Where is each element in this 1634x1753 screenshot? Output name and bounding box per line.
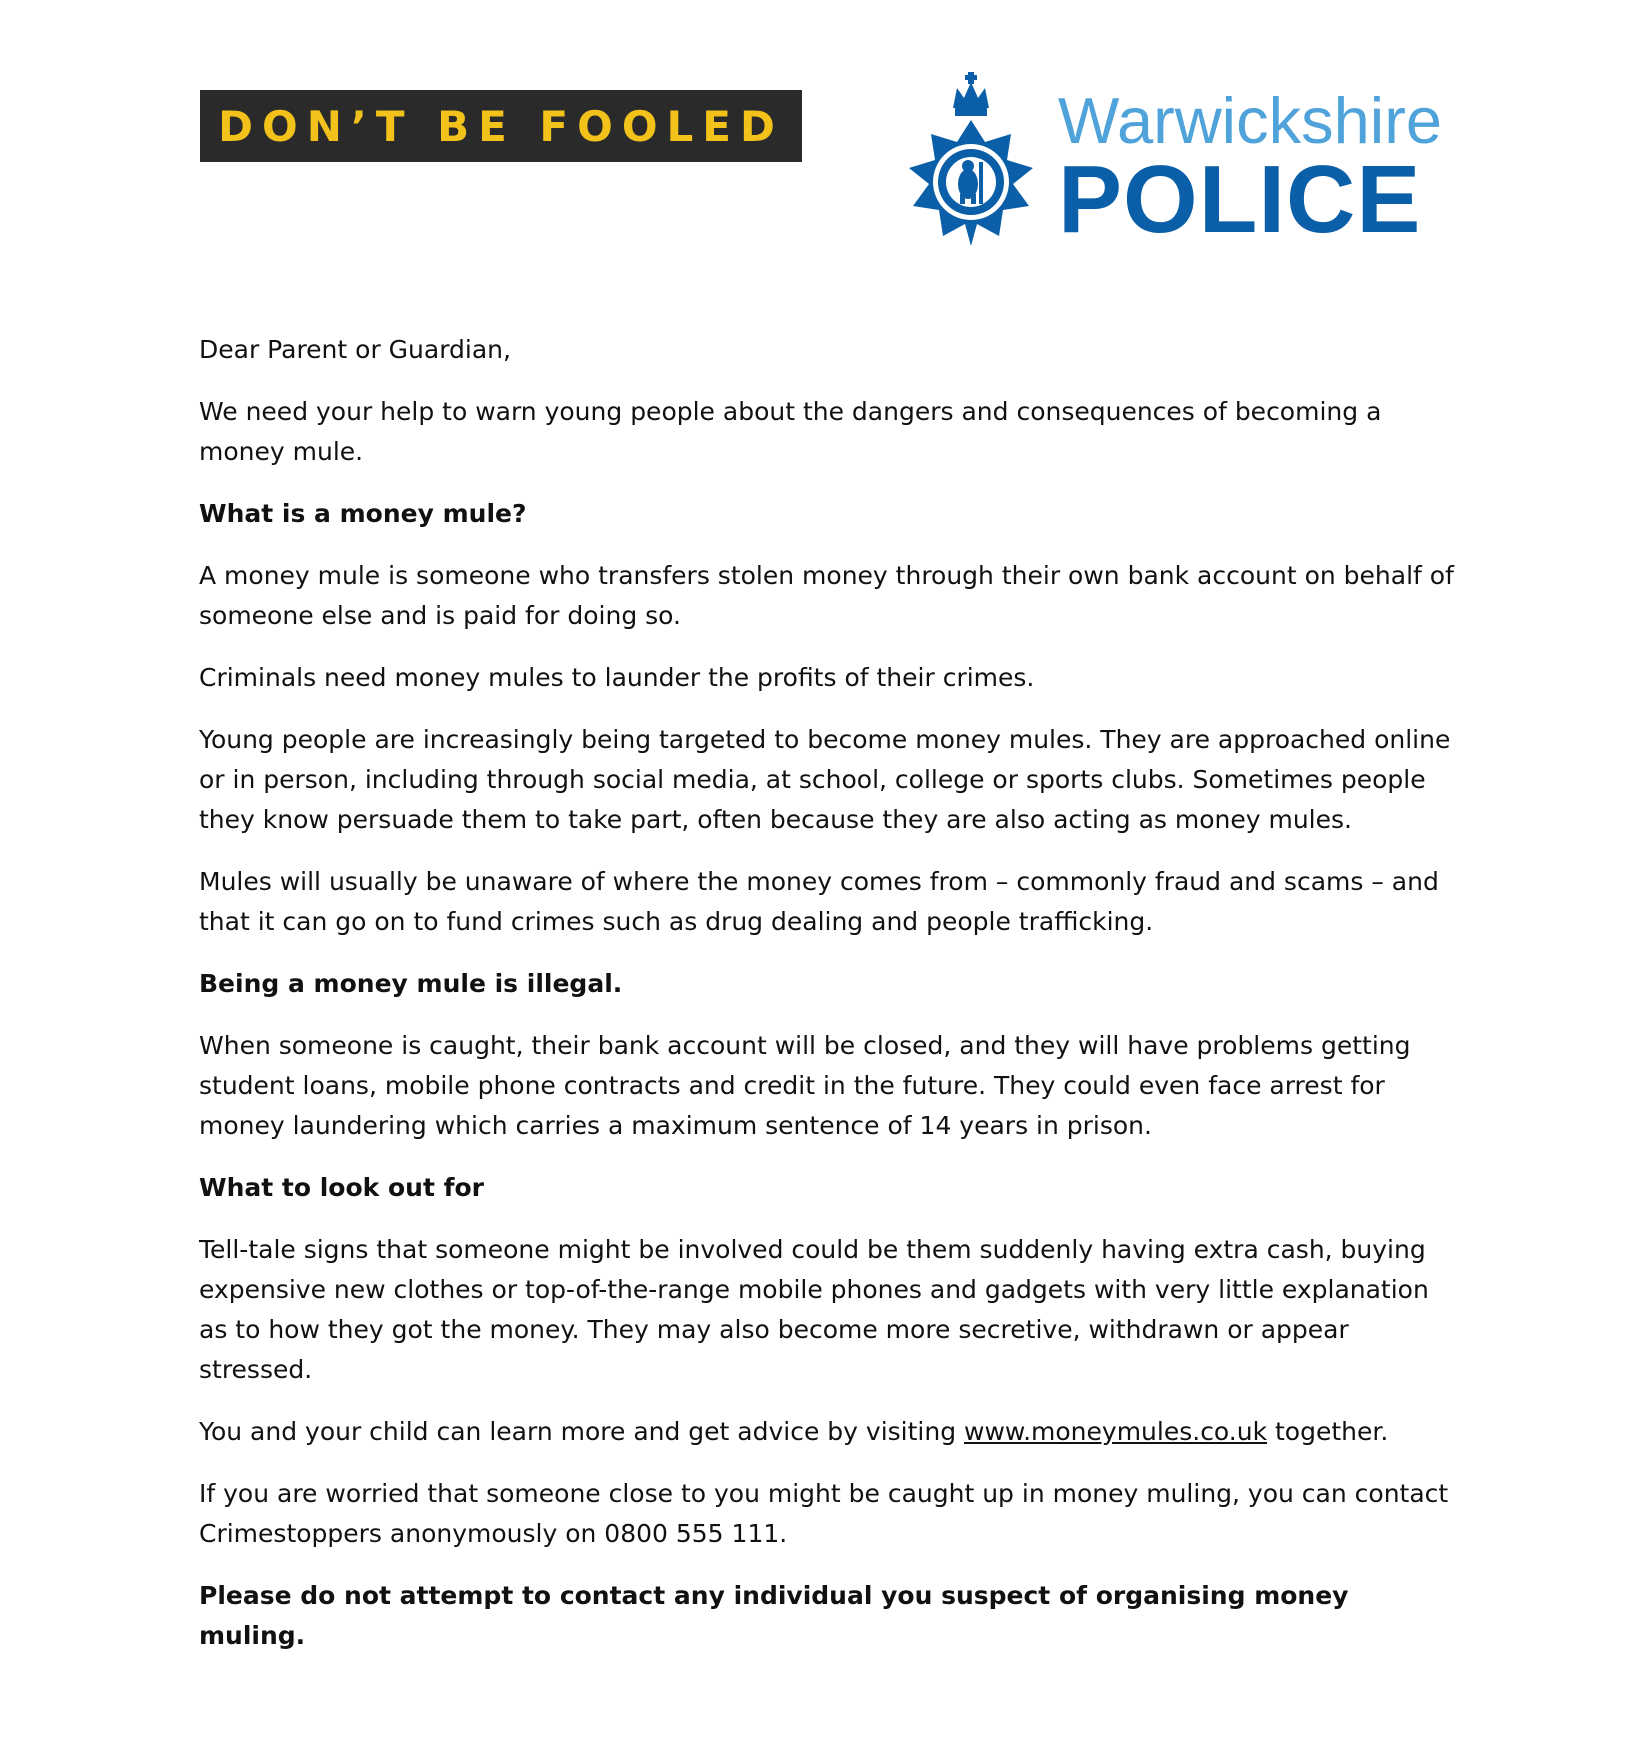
dont-be-fooled-banner xyxy=(200,90,802,162)
consequences-paragraph: When someone is caught, their bank account will be closed, and they will have problems getting student loans, mobile phone contracts and credit in the future. They could even face arrest for money laundering which carries a maximum sentence of 14 years in prison. xyxy=(199,1031,1411,1140)
heading-what-is-money-mule: What is a money mule? xyxy=(199,499,527,528)
intro-paragraph: We need your help to warn young people about the dangers and consequences of becoming a money mule. xyxy=(199,397,1382,466)
worried-paragraph: If you are worried that someone close to you might be caught up in money muling, you can contact Crimestoppers anonymously on 0800 555 111. xyxy=(199,1479,1449,1548)
heading-illegal: Being a money mule is illegal. xyxy=(199,969,623,998)
unaware-paragraph: Mules will usually be unaware of where the money comes from – commonly fraud and scams – and that it can go on to fund crimes such as drug dealing and people trafficking. xyxy=(199,867,1439,936)
greeting: Dear Parent or Guardian, xyxy=(199,335,511,364)
learn-more-paragraph xyxy=(199,1412,1459,1452)
heading-look-out: What to look out for xyxy=(199,1173,484,1202)
learn-more-after: together. xyxy=(1267,1417,1389,1446)
moneymules-link[interactable]: www.moneymules.co.uk xyxy=(964,1417,1268,1446)
logo-text-police: POLICE xyxy=(1058,146,1422,253)
warning-paragraph: Please do not attempt to contact any individual you suspect of organising money muling. xyxy=(199,1581,1349,1650)
logo-text-warwickshire: Warwickshire xyxy=(1058,84,1443,157)
definition-paragraph: A money mule is someone who transfers stolen money through their own bank account on behalf of someone else and is paid for doing so. xyxy=(199,561,1454,630)
letter-body xyxy=(199,330,1459,1678)
criminals-paragraph: Criminals need money mules to launder the profits of their crimes. xyxy=(199,663,1035,692)
police-crest-icon xyxy=(896,70,1046,250)
signs-paragraph: Tell-tale signs that someone might be involved could be them suddenly having extra cash, buying expensive new clothes or top-of-the-range mobile phones and gadgets with very little explanation as to how they got the money. They may also become more secretive, withdrawn or appear stressed. xyxy=(199,1235,1429,1384)
targeted-paragraph: Young people are increasingly being targeted to become money mules. They are approached online or in person, including through social media, at school, college or sports clubs. Sometimes people they know persuade them to take part, often because they are also acting as money mules. xyxy=(199,725,1451,834)
learn-more-before: You and your child can learn more and get advice by visiting xyxy=(199,1417,965,1446)
banner-text: DON’T BE FOOLED xyxy=(218,101,784,151)
